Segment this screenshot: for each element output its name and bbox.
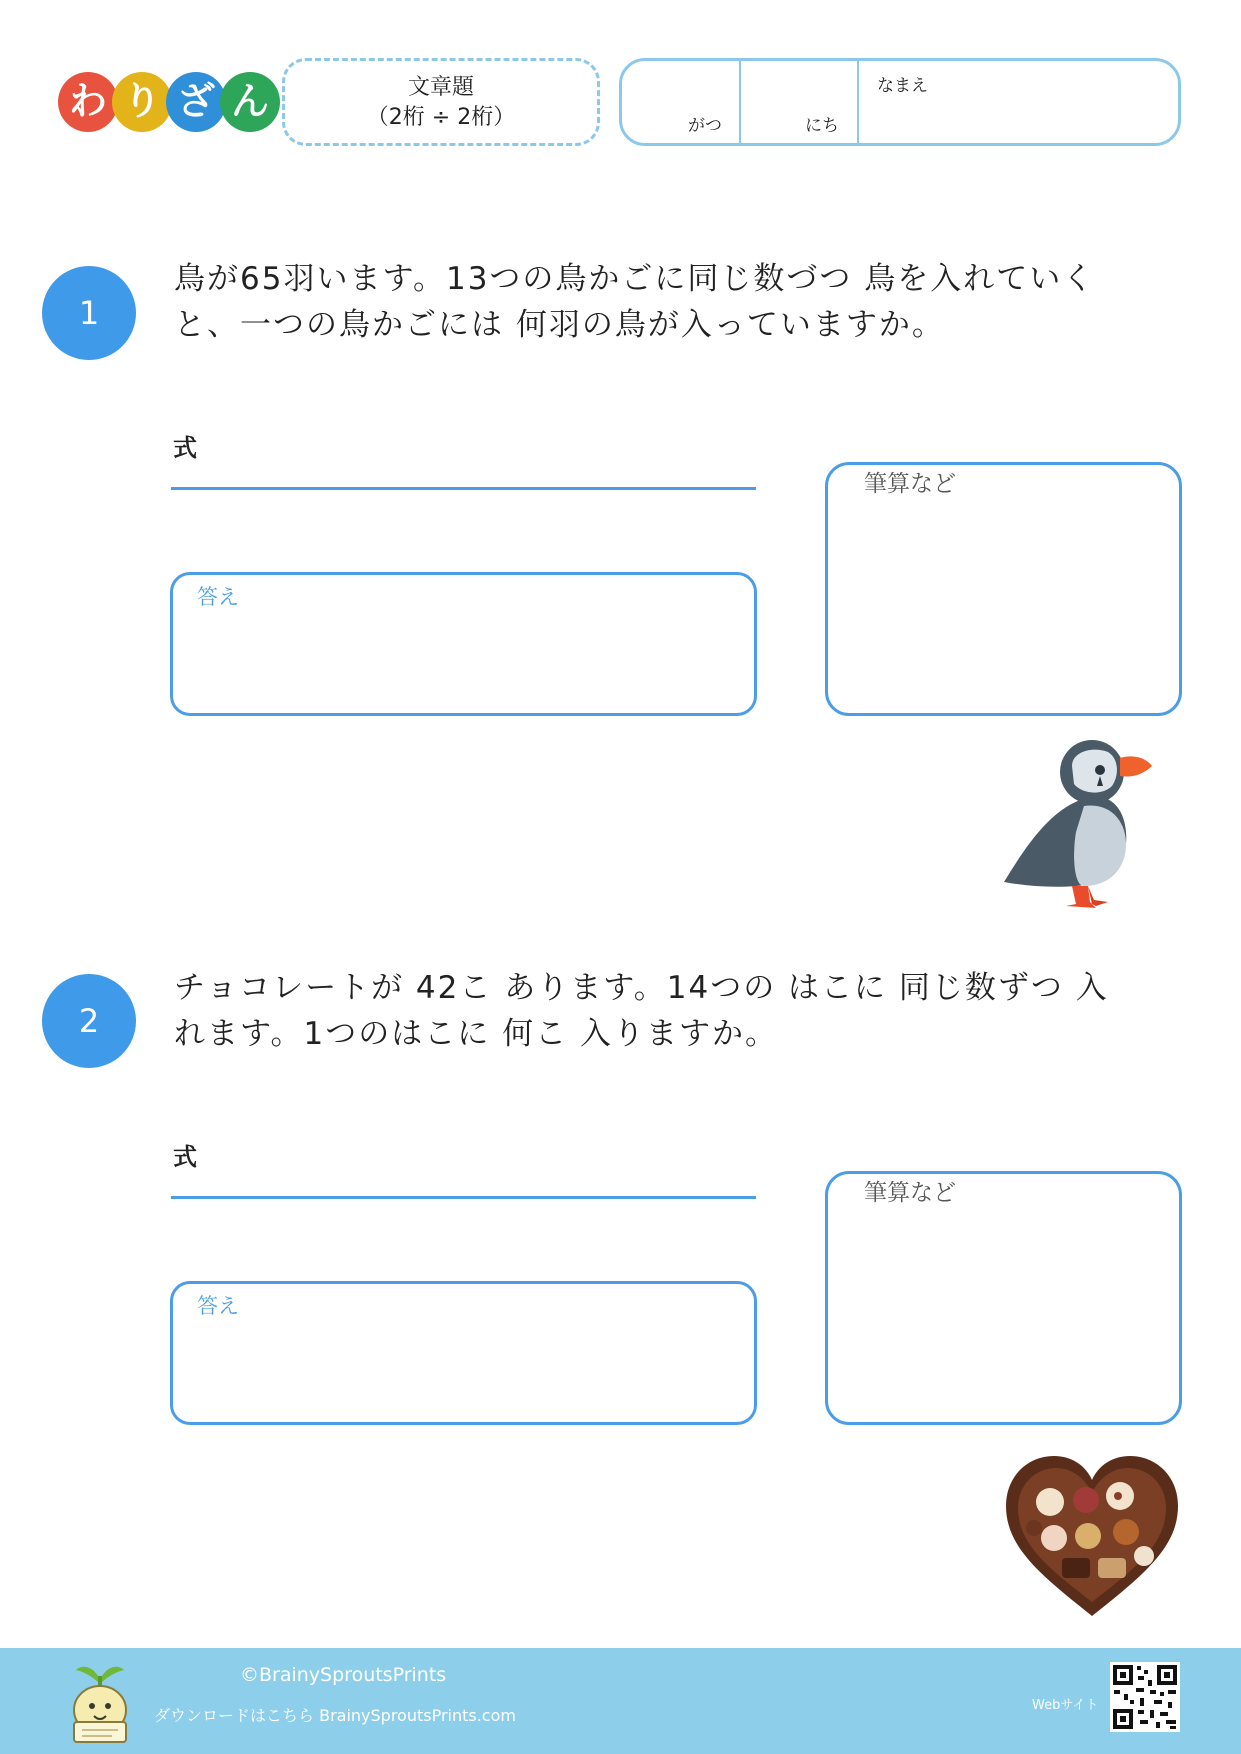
sprout-mascot-icon — [68, 1660, 132, 1744]
equation-line[interactable] — [171, 487, 756, 490]
qr-code-icon[interactable] — [1110, 1662, 1180, 1732]
question-2 — [174, 965, 1184, 1057]
footer — [0, 1648, 1241, 1754]
divider — [739, 61, 741, 143]
logo-char-1: わ — [58, 72, 118, 132]
problem-number-2: 2 — [42, 974, 136, 1068]
topic-box — [282, 58, 600, 146]
answer-box-2[interactable] — [170, 1281, 757, 1425]
question-1-line-1: 鳥が65羽います。13つの鳥かごに同じ数づつ 鳥を入れていく — [174, 261, 1096, 297]
name-label: なまえ — [877, 76, 928, 96]
logo-char-3: ざ — [166, 72, 226, 132]
answer-label: 答え — [197, 585, 239, 609]
answer-box-1[interactable] — [170, 572, 757, 716]
question-2-line-1: チョコレートが 42こ あります。14つの はこに 同じ数ずつ 入 — [174, 970, 1109, 1006]
month-label: がつ — [688, 116, 722, 136]
copyright-text: ©BrainySproutsPrints — [240, 1664, 447, 1686]
divider — [857, 61, 859, 143]
problem-number-1: 1 — [42, 266, 136, 360]
logo-char-2: り — [112, 72, 172, 132]
date-name-box — [619, 58, 1181, 146]
question-1-line-2: と、一つの鳥かごには 何羽の鳥が入っていますか。 — [174, 307, 945, 343]
equation-label: 式 — [173, 434, 197, 462]
answer-label: 答え — [197, 1294, 239, 1318]
work-box-2[interactable] — [825, 1171, 1182, 1425]
equation-line[interactable] — [171, 1196, 756, 1199]
puffin-icon — [996, 736, 1166, 916]
logo-char-4: ん — [220, 72, 280, 132]
work-label: 筆算など — [864, 1180, 956, 1206]
work-label: 筆算など — [864, 471, 956, 497]
work-box-1[interactable] — [825, 462, 1182, 716]
day-label: にち — [805, 116, 839, 136]
logo — [58, 72, 274, 136]
question-1 — [174, 256, 1184, 348]
topic-subtitle: （2桁 ÷ 2桁） — [366, 105, 516, 130]
website-label: Webサイト — [1032, 1698, 1099, 1713]
question-2-line-2: れます。1つのはこに 何こ 入りますか。 — [174, 1016, 778, 1052]
topic-title: 文章題 — [407, 75, 474, 100]
heart-chocolate-box-icon — [1002, 1452, 1182, 1620]
download-link[interactable]: ダウンロードはこちら BrainySproutsPrints.com — [154, 1706, 516, 1725]
equation-label: 式 — [173, 1143, 197, 1171]
